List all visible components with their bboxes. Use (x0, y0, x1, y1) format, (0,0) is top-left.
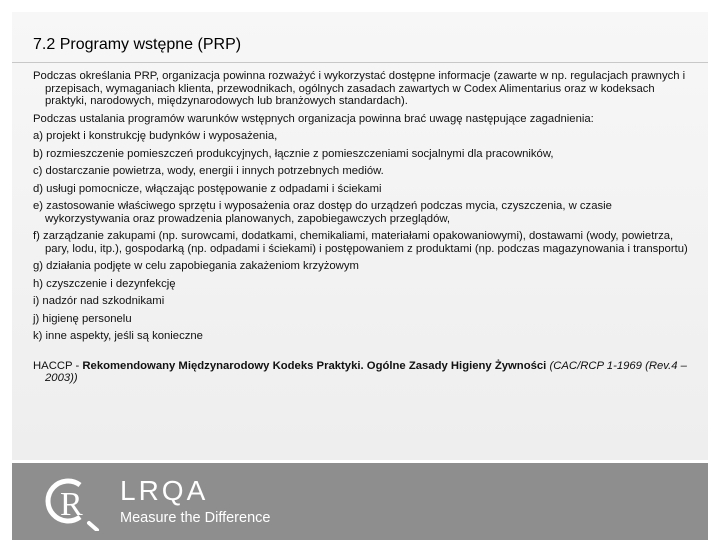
list-item: g) działania podjęte w celu zapobiegania zakażeniom krzyżowym (33, 260, 359, 272)
title-area (12, 12, 708, 63)
list-item: a) projekt i konstrukcję budynków i wyposażenia, (33, 130, 278, 142)
slide-content-area (12, 12, 708, 460)
footer-band (12, 463, 708, 540)
list-item: b) rozmieszczenie pomieszczeń produkcyjnych, łącznie z pomieszczeniami socjalnymi dla pracowników, (33, 147, 554, 160)
list-item: e) zastosowanie właściwego sprzętu i wyposażenia oraz dostęp do urządzeń podczas mycia, czyszczenia, w czasie wykorzystywania oraz prowadzenia planowanych, zapobiegawczych przeglądów, (33, 200, 612, 225)
reference-citation (33, 360, 698, 385)
list-item: h) czyszczenie i dezynfekcję (33, 277, 176, 290)
slide-body (33, 70, 698, 390)
brand-tagline: Measure the Difference (120, 510, 271, 526)
svg-text:R: R (60, 486, 83, 523)
list-item: f) zarządzanie zakupami (np. surowcami, dodatkami, chemikaliami, materiałami opakowaniowymi), dostawami (wody, powietrza, pary, lodu, itp.), gospodarką (np. odpadami i ściekami) i postępowaniem z produktami (np. podczas magazynowania i transportu) (33, 230, 688, 255)
reference-prefix: HACCP - (33, 359, 83, 372)
reference-code: (CAC/RCP 1-1969 (Rev.4 – 2003)) (45, 359, 687, 384)
paragraph-intro: Podczas określania PRP, organizacja powinna rozważyć i wykorzystać dostępne informacje (zawarte w np. regulacjach prawnych i przepisach, wymaganiach klienta, przewodnikach, ogólnych zasadach zawartych w Codex Alimentarius oraz w kodeksach praktyki, narodowych, międzynarodowych lub branżowych standardach). (33, 70, 686, 107)
slide-title: 7.2 Programy wstępne (PRP) (33, 36, 242, 53)
list-item: k) inne aspekty, jeśli są konieczne (33, 330, 203, 342)
list-item: d) usługi pomocnicze, włączając postępowanie z odpadami i ściekami (33, 182, 382, 195)
list-item: j) higienę personelu (33, 312, 132, 325)
list-item: c) dostarczanie powietrza, wody, energii i innych potrzebnych mediów. (33, 165, 384, 177)
brand-name: LRQA (120, 475, 209, 506)
reference-title: Rekomendowany Międzynarodowy Kodeks Praktyki. Ogólne Zasady Higieny Żywności (82, 359, 547, 372)
lrqa-qr-emblem-icon (36, 471, 100, 531)
spacer (33, 348, 698, 360)
paragraph-lead: Podczas ustalania programów warunków wstępnych organizacja powinna brać uwagę następujące zagadnienia: (33, 112, 594, 125)
list-item: i) nadzór nad szkodnikami (33, 295, 165, 307)
